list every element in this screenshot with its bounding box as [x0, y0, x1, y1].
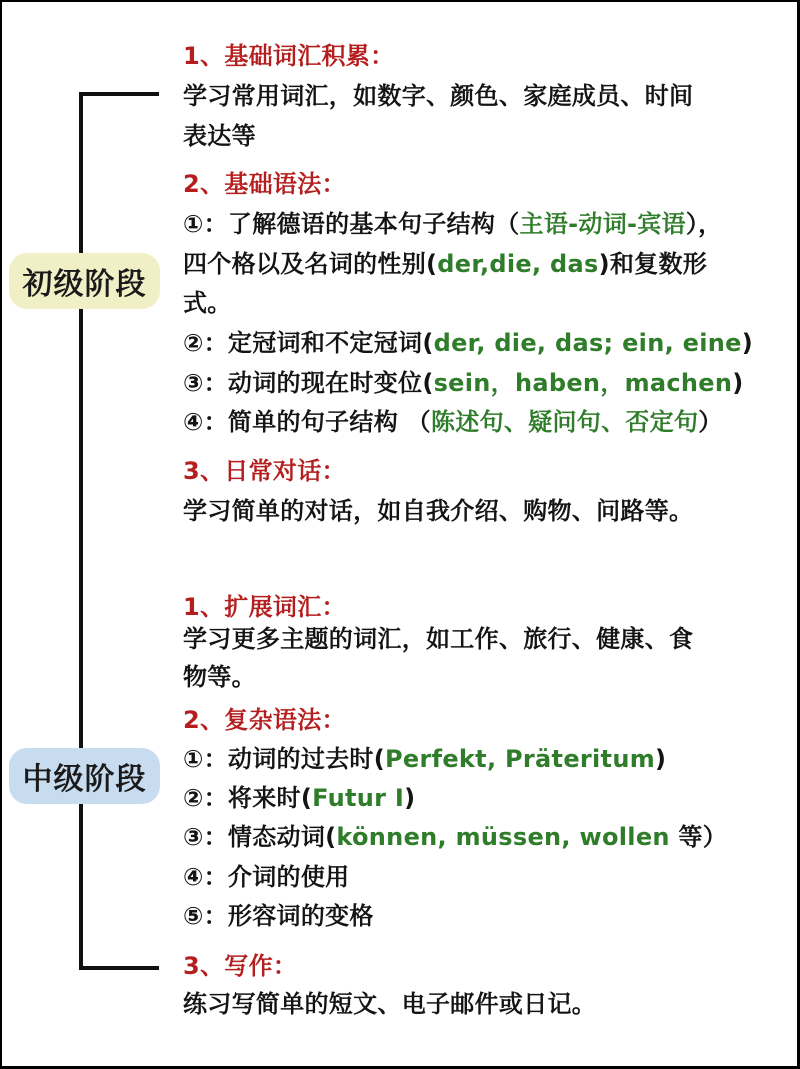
beginner-grammar-heading: 2、基础语法：: [183, 170, 346, 198]
beginner-dialogue-line: 学习简单的对话，如自我介绍、购物、问路等。: [183, 497, 694, 525]
beginner-vocab-line-1: 学习常用词汇，如数字、颜色、家庭成员、时间: [183, 82, 694, 110]
bracket-arm-bottom: [79, 966, 159, 970]
intermediate-grammar-item-3: ③：情态动词(können, müssen, wollen 等）: [183, 823, 728, 851]
beginner-vocab-line-2: 表达等: [183, 122, 256, 150]
intermediate-grammar-heading: 2、复杂语法：: [183, 706, 346, 734]
intermediate-writing-line: 练习写简单的短文、电子邮件或日记。: [183, 990, 597, 1018]
frame-left-border: [0, 0, 2, 1069]
intermediate-grammar-item-1: ①：动词的过去时(Perfekt, Präteritum): [183, 745, 667, 773]
intermediate-vocab-heading: 1、扩展词汇：: [183, 593, 346, 621]
beginner-grammar-item-4: ④：简单的句子结构 （陈述句、疑问句、否定句）: [183, 408, 723, 436]
intermediate-stage-badge: 中级阶段: [9, 748, 160, 804]
intermediate-grammar-item-5: ⑤：形容词的变格: [183, 902, 374, 930]
beginner-stage-badge: 初级阶段: [9, 253, 160, 309]
beginner-vocab-heading: 1、基础词汇积累：: [183, 42, 395, 70]
intermediate-grammar-item-2: ②：将来时(Futur I): [183, 784, 416, 812]
frame-top-border: [0, 0, 800, 2]
intermediate-vocab-line-1: 学习更多主题的词汇，如工作、旅行、健康、食: [183, 625, 694, 653]
bracket-line-bottom: [79, 804, 83, 970]
highlight-text: können, müssen, wollen: [336, 823, 670, 851]
beginner-grammar-item-1-line-1: ①：了解德语的基本句子结构（主语-动词-宾语），: [183, 210, 723, 238]
beginner-grammar-item-1-line-2: 四个格以及名词的性别(der,die, das)和复数形: [183, 250, 708, 278]
bracket-line-middle: [79, 309, 83, 748]
intermediate-writing-heading: 3、写作：: [183, 952, 298, 980]
highlight-text: 陈述句、疑问句、否定句: [430, 408, 699, 436]
highlight-text: Perfekt, Präteritum: [385, 745, 656, 773]
highlight-text: sein，haben，machen: [433, 369, 733, 397]
beginner-grammar-item-2: ②：定冠词和不定冠词(der, die, das; ein, eine): [183, 329, 754, 357]
intermediate-vocab-line-2: 物等。: [183, 663, 256, 691]
intermediate-grammar-item-4: ④：介词的使用: [183, 863, 350, 891]
highlight-text: 主语-动词-宾语: [519, 210, 686, 238]
highlight-text: der, die, das; ein, eine: [433, 329, 742, 357]
beginner-grammar-item-3: ③：动词的现在时变位(sein，haben，machen): [183, 369, 744, 397]
bracket-arm-top: [79, 92, 159, 96]
highlight-text: Futur I: [312, 784, 405, 812]
beginner-grammar-item-1-line-3: 式。: [183, 289, 232, 317]
beginner-dialogue-heading: 3、日常对话：: [183, 457, 346, 485]
bracket-line-top: [79, 92, 83, 253]
highlight-text: der,die, das: [437, 250, 599, 278]
